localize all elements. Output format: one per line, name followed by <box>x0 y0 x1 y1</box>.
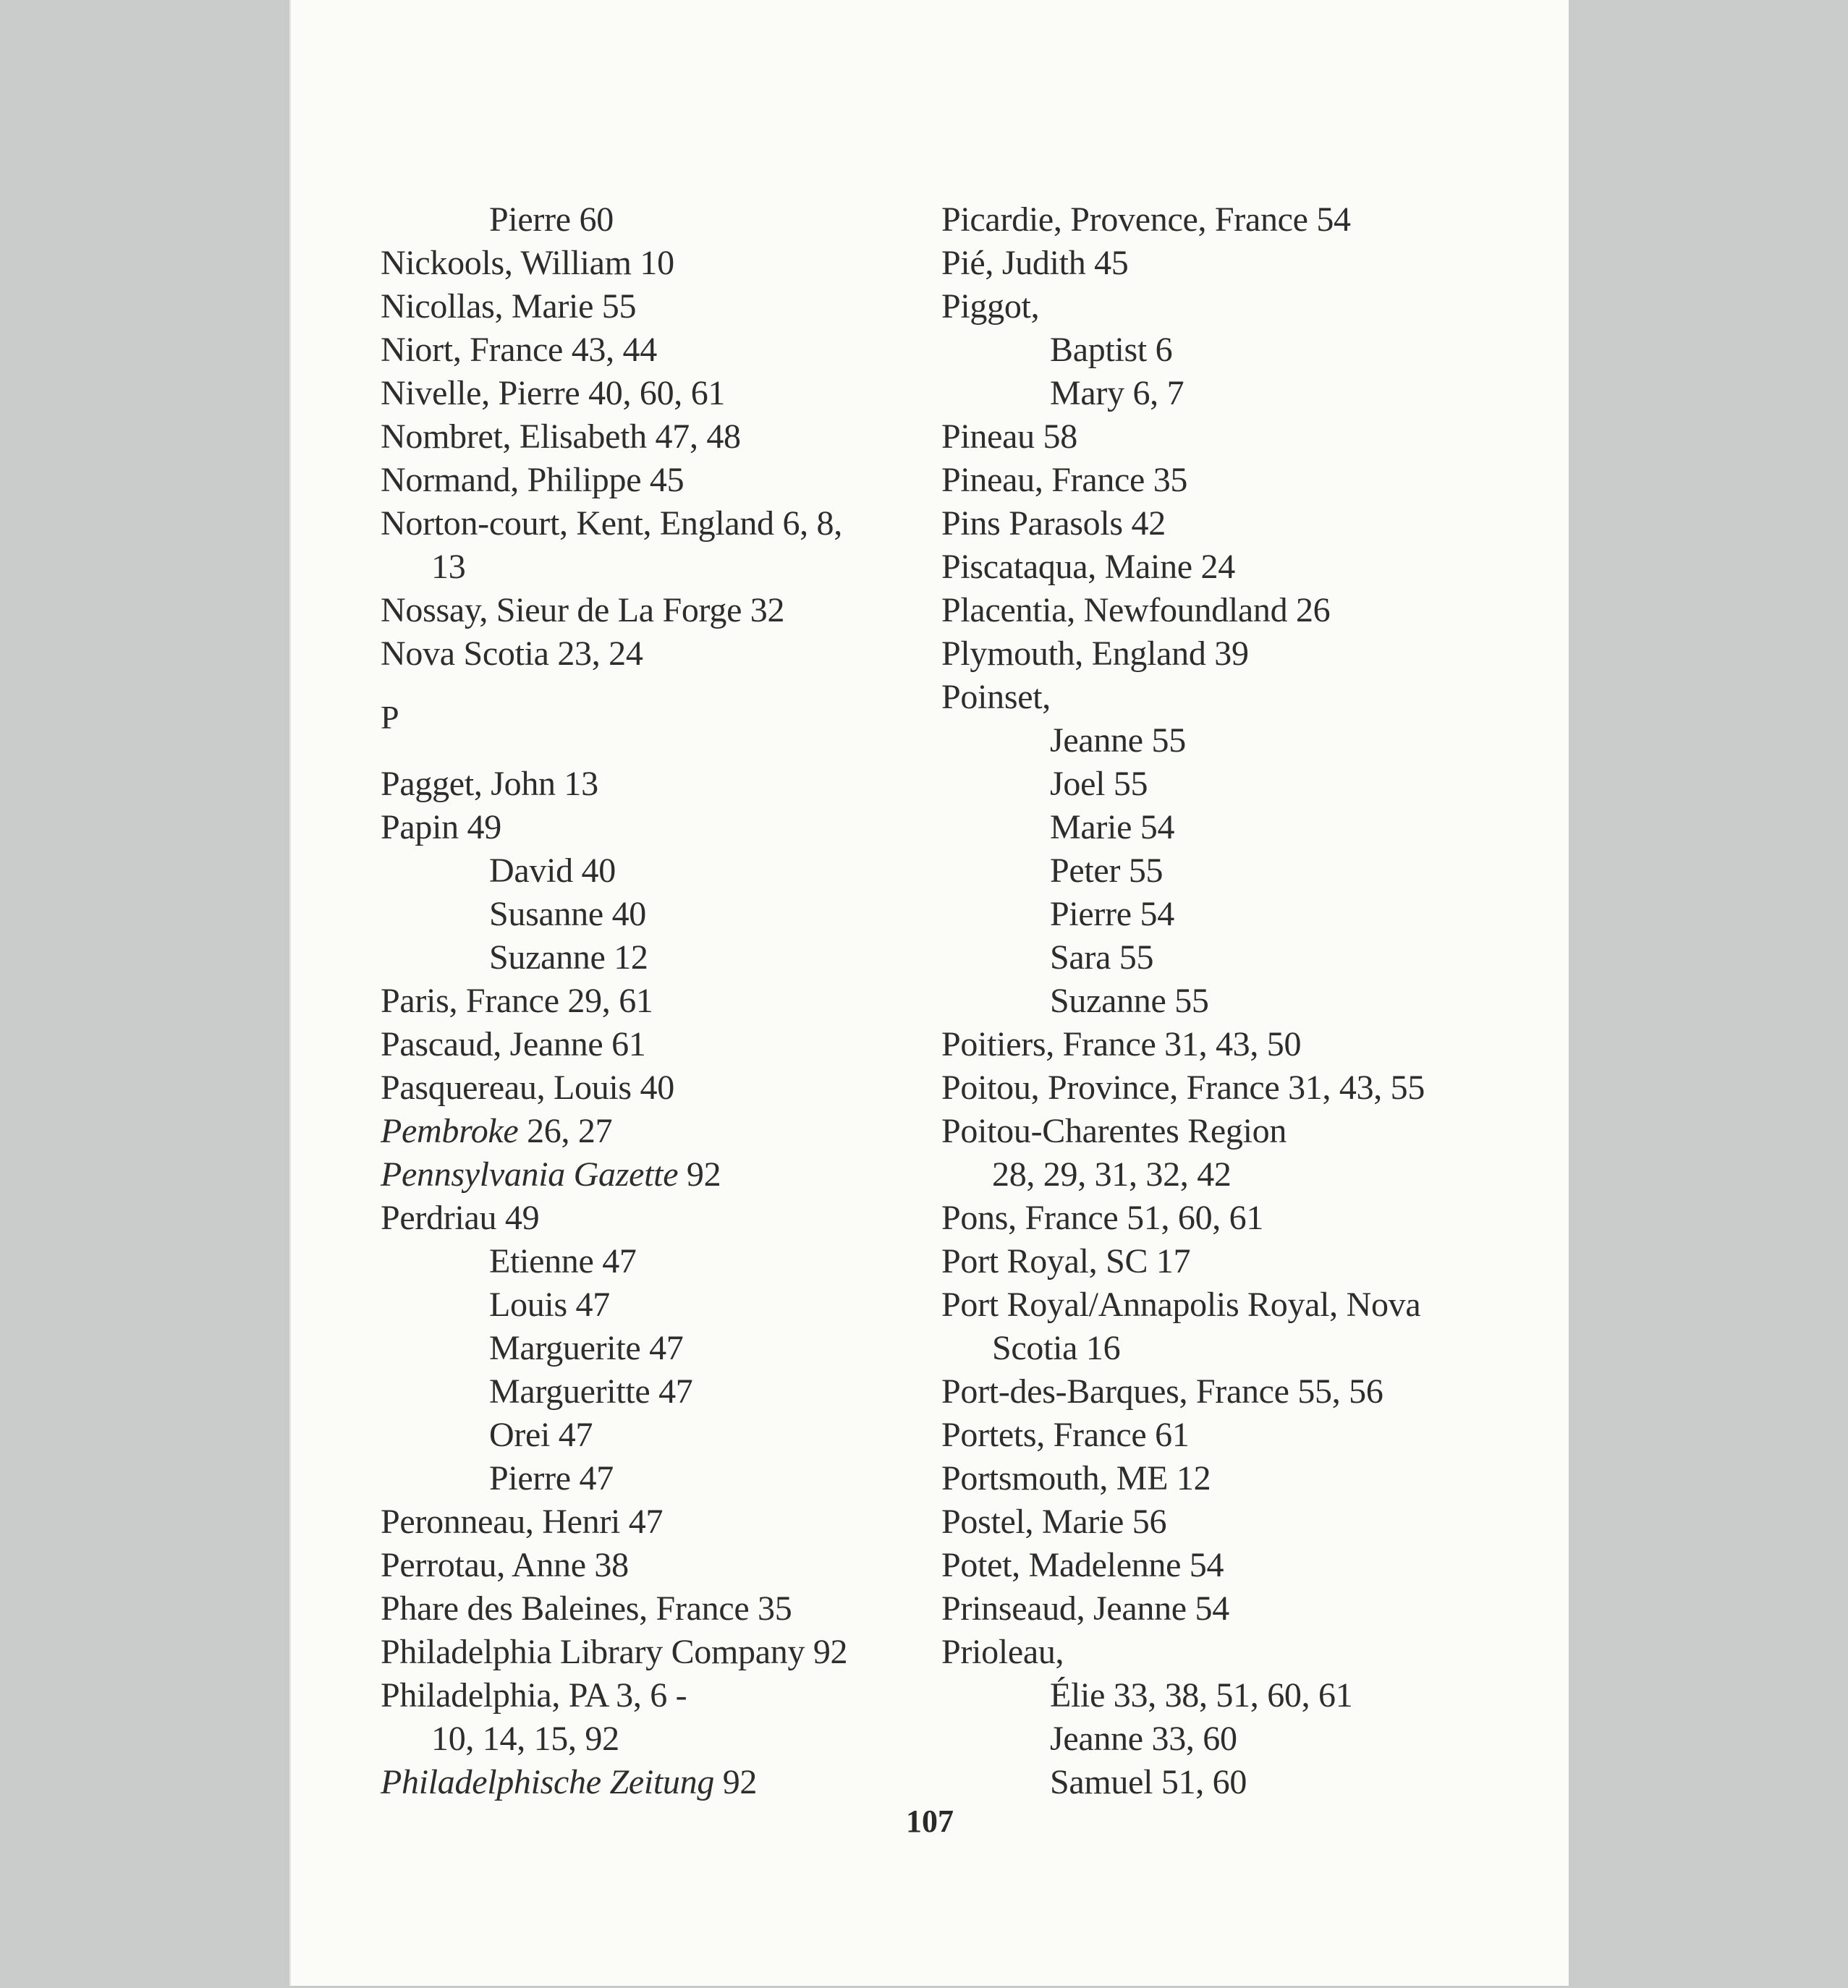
index-entry: Nova Scotia 23, 24 <box>381 634 643 673</box>
index-entry: Pié, Judith 45 <box>941 244 1129 282</box>
index-entry: Placentia, Newfoundland 26 <box>941 591 1331 629</box>
index-subentry: Suzanne 55 <box>1050 982 1209 1020</box>
index-entry: Portsmouth, ME 12 <box>941 1459 1211 1498</box>
index-subentry: Peter 55 <box>1050 851 1164 890</box>
index-entry: Prioleau, <box>941 1633 1064 1671</box>
index-entry: Picardie, Provence, France 54 <box>941 200 1351 239</box>
index-subentry: Mary 6, 7 <box>1050 374 1184 412</box>
index-entry: Perrotau, Anne 38 <box>381 1546 629 1584</box>
index-entry <box>381 1110 612 1153</box>
index-entry: Papin 49 <box>381 808 501 846</box>
index-entry: Port-des-Barques, France 55, 56 <box>941 1372 1383 1411</box>
index-entry: Philadelphia Library Company 92 <box>381 1633 848 1671</box>
index-entry: Niort, France 43, 44 <box>381 331 657 369</box>
index-entry: Pineau, France 35 <box>941 461 1188 499</box>
index-entry: Piggot, <box>941 287 1040 326</box>
page-refs: 92 <box>714 1763 758 1801</box>
index-entry: Poitou-Charentes Region <box>941 1112 1287 1150</box>
index-entry: Nicollas, Marie 55 <box>381 287 637 326</box>
index-subentry: Margueritte 47 <box>489 1372 693 1411</box>
index-page <box>289 0 1569 1986</box>
index-entry: Phare des Baleines, France 35 <box>381 1589 792 1628</box>
publication-title: Pembroke <box>381 1112 519 1150</box>
index-entry-continuation: Scotia 16 <box>992 1329 1121 1367</box>
index-subentry: Susanne 40 <box>489 895 646 933</box>
index-entry: Piscataqua, Maine 24 <box>941 548 1235 586</box>
index-entry-continuation: 13 <box>431 548 466 586</box>
index-subentry: Pierre 47 <box>489 1459 614 1498</box>
index-subentry: Louis 47 <box>489 1286 610 1324</box>
index-entry <box>381 1153 721 1197</box>
section-heading: P <box>381 699 399 736</box>
index-entry: Pons, France 51, 60, 61 <box>941 1199 1264 1237</box>
index-entry: Paris, France 29, 61 <box>381 982 653 1020</box>
index-entry: Nivelle, Pierre 40, 60, 61 <box>381 374 726 412</box>
index-entry: Pascaud, Jeanne 61 <box>381 1025 646 1063</box>
index-entry: Port Royal, SC 17 <box>941 1242 1191 1280</box>
index-subentry: Samuel 51, 60 <box>1050 1763 1247 1801</box>
index-entry: Pagget, John 13 <box>381 765 598 803</box>
index-entry: Plymouth, England 39 <box>941 634 1249 673</box>
index-subentry: Joel 55 <box>1050 765 1148 803</box>
index-entry: Pierre 60 <box>489 200 614 239</box>
index-entry: Pineau 58 <box>941 417 1077 456</box>
page-number: 107 <box>906 1804 954 1839</box>
index-entry-continuation: 10, 14, 15, 92 <box>431 1720 619 1758</box>
index-entry: Nossay, Sieur de La Forge 32 <box>381 591 785 629</box>
index-entry: Potet, Madelenne 54 <box>941 1546 1224 1584</box>
index-subentry: Orei 47 <box>489 1416 593 1454</box>
index-entry: Portets, France 61 <box>941 1416 1190 1454</box>
publication-title: Philadelphische Zeitung <box>381 1763 715 1801</box>
publication-title: Pennsylvania Gazette <box>381 1155 679 1194</box>
index-subentry: Suzanne 12 <box>489 938 648 977</box>
index-subentry: Marie 54 <box>1050 808 1175 846</box>
index-subentry: David 40 <box>489 851 616 890</box>
index-subentry: Jeanne 33, 60 <box>1050 1720 1237 1758</box>
index-subentry: Sara 55 <box>1050 938 1154 977</box>
index-entry: Peronneau, Henri 47 <box>381 1503 664 1541</box>
index-subentry: Baptist 6 <box>1050 331 1173 369</box>
index-entry: Pins Parasols 42 <box>941 504 1166 543</box>
index-entry: Pasquereau, Louis 40 <box>381 1069 674 1107</box>
index-subentry: Marguerite 47 <box>489 1329 684 1367</box>
index-entry: Philadelphia, PA 3, 6 - <box>381 1676 687 1715</box>
index-entry: Poitiers, France 31, 43, 50 <box>941 1025 1302 1063</box>
index-entry: Normand, Philippe 45 <box>381 461 684 499</box>
index-subentry: Élie 33, 38, 51, 60, 61 <box>1050 1676 1353 1715</box>
index-entry: Port Royal/Annapolis Royal, Nova <box>941 1286 1421 1324</box>
index-subentry: Etienne 47 <box>489 1242 637 1280</box>
index-entry: Nickools, William 10 <box>381 244 674 282</box>
index-entry: Poitou, Province, France 31, 43, 55 <box>941 1069 1425 1107</box>
index-entry: Norton-court, Kent, England 6, 8, <box>381 504 842 543</box>
index-entry: Nombret, Elisabeth 47, 48 <box>381 417 741 456</box>
index-entry: Perdriau 49 <box>381 1199 540 1237</box>
index-subentry: Jeanne 55 <box>1050 721 1186 760</box>
page-refs: 26, 27 <box>518 1112 613 1150</box>
index-subentry: Pierre 54 <box>1050 895 1174 933</box>
index-entry: Prinseaud, Jeanne 54 <box>941 1589 1229 1628</box>
index-entry <box>381 1761 757 1804</box>
index-entry: Postel, Marie 56 <box>941 1503 1167 1541</box>
index-entry-continuation: 28, 29, 31, 32, 42 <box>992 1155 1232 1194</box>
index-entry: Poinset, <box>941 678 1051 716</box>
page-refs: 92 <box>678 1155 721 1194</box>
